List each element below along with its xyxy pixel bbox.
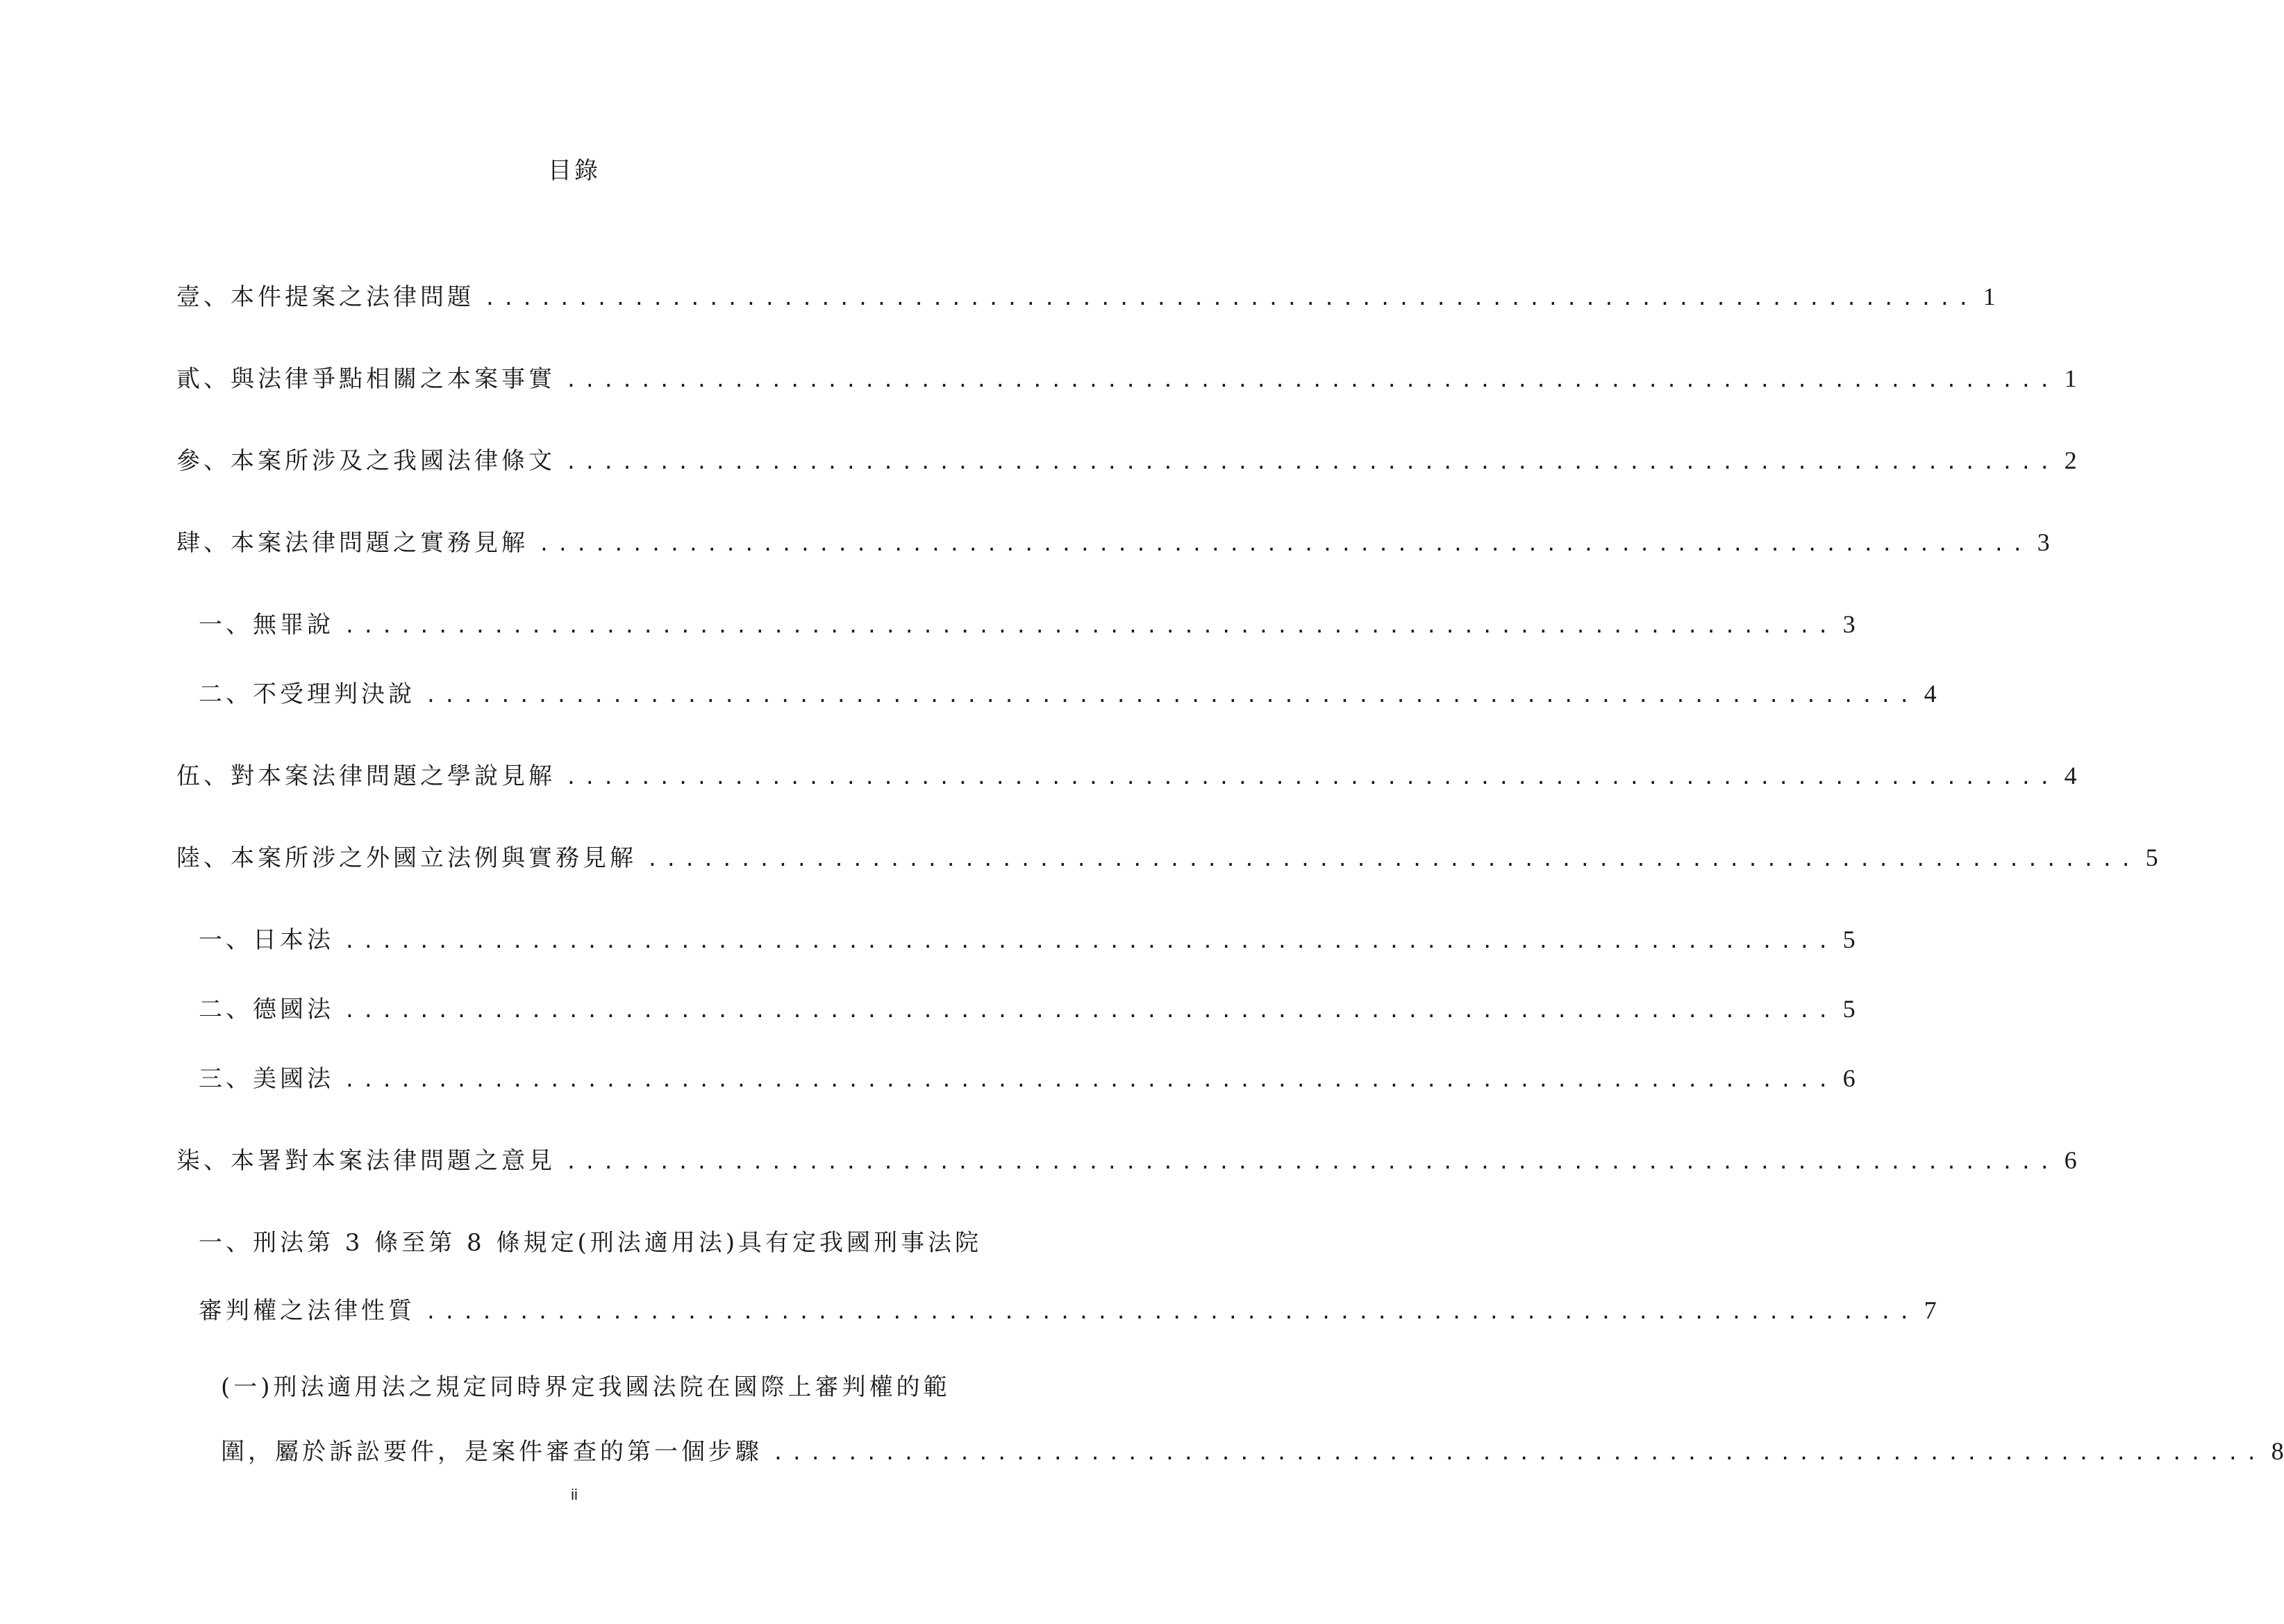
toc-entry[interactable] bbox=[199, 922, 1856, 957]
toc-entry-page: 5 bbox=[1842, 926, 1856, 953]
dot-leader: ................................................................................ bbox=[647, 848, 2139, 871]
dot-leader: ................................................................................ bbox=[484, 287, 1976, 310]
dot-leader: ................................................................................ bbox=[344, 999, 1836, 1022]
toc-entry-page: 4 bbox=[1924, 680, 1937, 708]
toc-entry[interactable] bbox=[221, 1434, 2284, 1468]
toc-entry-label-line1[interactable]: (一)刑法適用法之規定同時界定我國法院在國際上審判權的範 bbox=[221, 1373, 951, 1401]
toc-entry[interactable] bbox=[176, 1143, 2077, 1178]
toc-entry-label: 一、日本法 bbox=[199, 926, 334, 954]
toc-entry[interactable] bbox=[199, 1061, 1856, 1096]
toc-entry-label: 二、德國法 bbox=[199, 996, 334, 1023]
toc-entry[interactable] bbox=[176, 279, 1996, 314]
toc-entry[interactable] bbox=[199, 1293, 1937, 1328]
toc-entry-page: 3 bbox=[1842, 610, 1856, 638]
dot-leader: ................................................................................ bbox=[565, 451, 2058, 474]
dot-leader: ................................................................................ bbox=[344, 930, 1836, 953]
toc-entry[interactable] bbox=[199, 991, 1856, 1026]
toc-entry-page: 6 bbox=[1842, 1064, 1856, 1092]
toc-entry-label: 參、本案所涉及之我國法律條文 bbox=[176, 447, 556, 475]
toc-entry-label-line1[interactable]: 一、刑法第 3 條至第 8 條規定(刑法適用法)具有定我國刑事法院 bbox=[199, 1229, 983, 1257]
toc-entry-page: 2 bbox=[2064, 446, 2077, 474]
dot-leader: ................................................................................ bbox=[565, 766, 2058, 789]
dot-leader: ................................................................................ bbox=[538, 533, 2031, 555]
toc-entry-page: 4 bbox=[2064, 762, 2077, 789]
toc-entry-page: 1 bbox=[1983, 283, 1996, 310]
toc-entry[interactable] bbox=[199, 676, 1937, 711]
toc-entry-label: 圍，屬於訴訟要件，是案件審查的第一個步驟 bbox=[221, 1438, 762, 1466]
dot-leader: ................................................................................ bbox=[344, 1069, 1836, 1091]
toc-entry-page: 5 bbox=[2145, 844, 2158, 871]
dot-leader: ................................................................................ bbox=[425, 684, 1917, 707]
toc-entry-page: 1 bbox=[2064, 365, 2077, 392]
toc-entry-label: 貳、與法律爭點相關之本案事實 bbox=[176, 365, 556, 393]
toc-entry-label: 審判權之法律性質 bbox=[199, 1297, 415, 1325]
toc-entry[interactable] bbox=[176, 758, 2077, 793]
toc-entry-label: 壹、本件提案之法律問題 bbox=[176, 283, 474, 311]
dot-leader: ................................................................................ bbox=[772, 1441, 2265, 1464]
toc-entry-label: 柒、本署對本案法律問題之意見 bbox=[176, 1147, 556, 1175]
footer-page-number: ii bbox=[571, 1486, 578, 1503]
dot-leader: ................................................................................ bbox=[344, 614, 1836, 637]
toc-entry[interactable] bbox=[176, 361, 2077, 396]
toc-entry-label: 三、美國法 bbox=[199, 1065, 334, 1093]
toc-entry-label: 一、無罪說 bbox=[199, 611, 334, 639]
toc-entry[interactable] bbox=[176, 443, 2077, 478]
toc-entry-page: 5 bbox=[1842, 995, 1856, 1023]
dot-leader: ................................................................................ bbox=[565, 1150, 2058, 1173]
toc-entry-label: 伍、對本案法律問題之學說見解 bbox=[176, 762, 556, 790]
toc-entry-page: 7 bbox=[1924, 1296, 1937, 1324]
toc-entry[interactable] bbox=[176, 840, 2158, 875]
toc-entry-page: 3 bbox=[2037, 528, 2050, 556]
toc-entry-page: 8 bbox=[2271, 1437, 2284, 1465]
page-title: 目錄 bbox=[548, 157, 601, 185]
toc-entry-label: 陸、本案所涉之外國立法例與實務見解 bbox=[176, 844, 637, 872]
toc-entry[interactable] bbox=[176, 525, 2050, 560]
toc-entry-page: 6 bbox=[2064, 1146, 2077, 1174]
toc-entry[interactable] bbox=[199, 607, 1856, 642]
dot-leader: ................................................................................ bbox=[565, 369, 2058, 392]
dot-leader: ................................................................................ bbox=[425, 1300, 1917, 1323]
toc-entry-label: 二、不受理判決說 bbox=[199, 680, 415, 708]
toc-entry-label: 肆、本案法律問題之實務見解 bbox=[176, 529, 528, 557]
